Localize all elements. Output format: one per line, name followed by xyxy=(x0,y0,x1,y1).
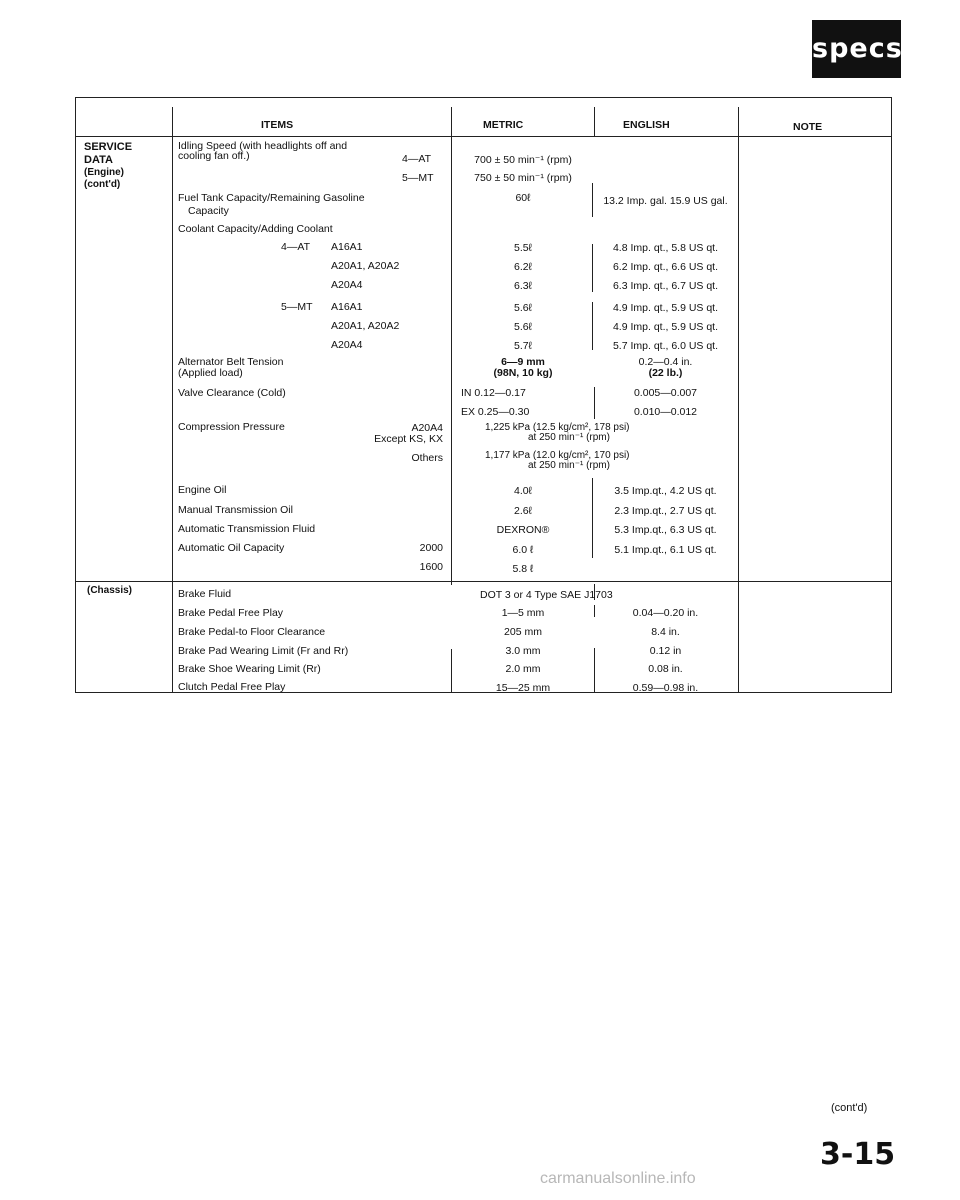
english-coolant-6: 5.7 Imp. qt., 6.0 US qt. xyxy=(612,340,719,352)
item-valve: Valve Clearance (Cold) xyxy=(178,387,286,399)
metric-at-oil-1: 6.0 ℓ xyxy=(512,544,534,556)
header-items: ITEMS xyxy=(261,119,294,131)
page-number: 3-15 xyxy=(820,1137,896,1172)
english-coolant-3: 6.3 Imp. qt., 6.7 US qt. xyxy=(612,280,719,292)
item-engine-oil: Engine Oil xyxy=(178,484,227,496)
metric-engine-oil: 4.0ℓ xyxy=(514,485,532,497)
english-pedal-floor: 8.4 in. xyxy=(651,626,680,638)
english-alt-2: (22 lb.) xyxy=(648,367,683,379)
metric-at-oil-2: 5.8 ℓ xyxy=(512,563,534,575)
metric-fuel: 60ℓ xyxy=(515,192,531,204)
english-shoe: 0.08 in. xyxy=(648,663,683,675)
item-coolant-a16: A16A1 xyxy=(331,241,363,253)
metric-coolant-6: 5.7ℓ xyxy=(514,340,532,352)
column-rule-items xyxy=(172,107,173,693)
header-metric: METRIC xyxy=(483,119,524,131)
metric-comp-1: 1,225 kPa (12.5 kg/cm², 178 psi) xyxy=(485,422,630,433)
item-pedal-play: Brake Pedal Free Play xyxy=(178,607,284,619)
item-alt-2: (Applied load) xyxy=(178,367,243,379)
table-right-border xyxy=(891,97,892,693)
metric-coolant-3: 6.3ℓ xyxy=(514,280,532,292)
item-pedal-floor: Brake Pedal-to Floor Clearance xyxy=(178,626,326,638)
section-chassis-title: (Chassis) xyxy=(87,585,133,596)
header-note: NOTE xyxy=(793,121,823,133)
item-coolant-at: 4—AT xyxy=(281,241,310,253)
item-fuel-2: Capacity xyxy=(188,205,229,217)
item-compression: Compression Pressure xyxy=(178,421,285,433)
item-coolant-a20a1b: A20A1, A20A2 xyxy=(331,320,400,332)
item-coolant: Coolant Capacity/Adding Coolant xyxy=(178,223,333,235)
english-alt-1: 0.2—0.4 in. xyxy=(638,356,693,368)
english-valve-ex: 0.010—0.012 xyxy=(633,406,698,418)
continued-note: (cont'd) xyxy=(831,1102,868,1114)
table-left-border xyxy=(75,97,76,693)
item-coolant-mt: 5—MT xyxy=(281,301,313,313)
item-clutch: Clutch Pedal Free Play xyxy=(178,681,286,693)
item-fuel-1: Fuel Tank Capacity/Remaining Gasoline xyxy=(178,192,365,204)
item-brake-fluid: Brake Fluid xyxy=(178,588,232,600)
metric-coolant-5: 5.6ℓ xyxy=(514,321,532,333)
header-rule xyxy=(75,136,892,137)
item-idle-1: Idling Speed (with headlights off and xyxy=(178,140,348,152)
item-mt-oil: Manual Transmission Oil xyxy=(178,504,293,516)
item-idle-mt: 5—MT xyxy=(402,172,434,184)
item-coolant-a16b: A16A1 xyxy=(331,301,363,313)
item-alt-1: Alternator Belt Tension xyxy=(178,356,284,368)
english-coolant-2: 6.2 Imp. qt., 6.6 US qt. xyxy=(612,261,719,273)
metric-alt-2: (98N, 10 kg) xyxy=(493,367,553,379)
item-idle-2: cooling fan off.) xyxy=(178,150,250,162)
item-idle-at: 4—AT xyxy=(402,153,431,165)
metric-pedal-floor: 205 mm xyxy=(504,626,542,638)
english-atf: 5.3 Imp.qt., 6.3 US qt. xyxy=(614,524,717,536)
metric-comp-1b: at 250 min⁻¹ (rpm) xyxy=(528,432,610,443)
english-coolant-4: 4.9 Imp. qt., 5.9 US qt. xyxy=(612,302,719,314)
metric-valve-in: IN 0.12—0.17 xyxy=(461,387,526,399)
section-service-sub: (Engine) xyxy=(84,167,124,178)
item-at-oil: Automatic Oil Capacity xyxy=(178,542,285,554)
english-at-oil-1: 5.1 Imp.qt., 6.1 US qt. xyxy=(614,544,717,556)
section-service-title: SERVICE xyxy=(84,141,133,153)
item-coolant-a20a4b: A20A4 xyxy=(331,339,363,351)
column-rule-note xyxy=(738,107,739,693)
metric-valve-ex: EX 0.25—0.30 xyxy=(461,406,530,418)
metric-clutch: 15—25 mm xyxy=(495,682,551,694)
metric-idle-at: 700 ± 50 min⁻¹ (rpm) xyxy=(474,154,572,166)
watermark: carmanualsonline.info xyxy=(540,1170,696,1187)
header-english: ENGLISH xyxy=(623,119,670,131)
table-top-border xyxy=(75,97,892,98)
english-fuel: 13.2 Imp. gal. 15.9 US gal. xyxy=(603,195,728,207)
metric-coolant-4: 5.6ℓ xyxy=(514,302,532,314)
item-coolant-a20a4: A20A4 xyxy=(331,279,363,291)
column-rule-metric-chassis xyxy=(451,649,452,693)
english-pad: 0.12 in xyxy=(649,645,682,657)
specs-tab: specs xyxy=(812,20,901,78)
metric-comp-2: 1,177 kPa (12.0 kg/cm², 170 psi) xyxy=(485,450,630,461)
metric-shoe: 2.0 mm xyxy=(505,663,541,675)
metric-atf: DEXRON® xyxy=(496,524,550,536)
metric-comp-2b: at 250 min⁻¹ (rpm) xyxy=(528,460,610,471)
item-at-oil-2000: 2000 xyxy=(419,542,443,554)
section-service-sub2: (cont'd) xyxy=(84,179,121,190)
metric-mt-oil: 2.6ℓ xyxy=(514,505,532,517)
metric-alt-1: 6—9 mm xyxy=(501,356,545,368)
item-comp-except: Except KS, KX xyxy=(374,433,443,445)
english-coolant-1: 4.8 Imp. qt., 5.8 US qt. xyxy=(612,242,719,254)
english-engine-oil: 3.5 Imp.qt., 4.2 US qt. xyxy=(614,485,717,497)
item-comp-a20a4: A20A4 xyxy=(411,422,443,434)
specs-table xyxy=(75,97,892,693)
item-at-oil-1600: 1600 xyxy=(419,561,443,573)
item-pad-limit: Brake Pad Wearing Limit (Fr and Rr) xyxy=(178,645,349,657)
english-clutch: 0.59—0.98 in. xyxy=(632,682,699,694)
metric-brake-fluid: DOT 3 or 4 Type SAE J1703 xyxy=(480,589,613,601)
item-shoe-limit: Brake Shoe Wearing Limit (Rr) xyxy=(178,663,321,675)
metric-coolant-2: 6.2ℓ xyxy=(514,261,532,273)
english-coolant-5: 4.9 Imp. qt., 5.9 US qt. xyxy=(612,321,719,333)
section-service-title2: DATA xyxy=(84,154,113,166)
english-valve-in: 0.005—0.007 xyxy=(633,387,698,399)
column-rule-metric xyxy=(451,107,452,585)
item-atf: Automatic Transmission Fluid xyxy=(178,523,316,535)
metric-idle-mt: 750 ± 50 min⁻¹ (rpm) xyxy=(474,172,572,184)
metric-pedal-play: 1—5 mm xyxy=(501,607,545,619)
english-pedal-play: 0.04—0.20 in. xyxy=(632,607,699,619)
item-coolant-a20a1: A20A1, A20A2 xyxy=(331,260,400,272)
english-mt-oil: 2.3 Imp.qt., 2.7 US qt. xyxy=(614,505,717,517)
section-divider xyxy=(75,581,892,582)
english-rule-seg1 xyxy=(594,107,595,137)
metric-pad: 3.0 mm xyxy=(505,645,541,657)
metric-coolant-1: 5.5ℓ xyxy=(514,242,532,254)
item-comp-others: Others xyxy=(411,452,443,464)
